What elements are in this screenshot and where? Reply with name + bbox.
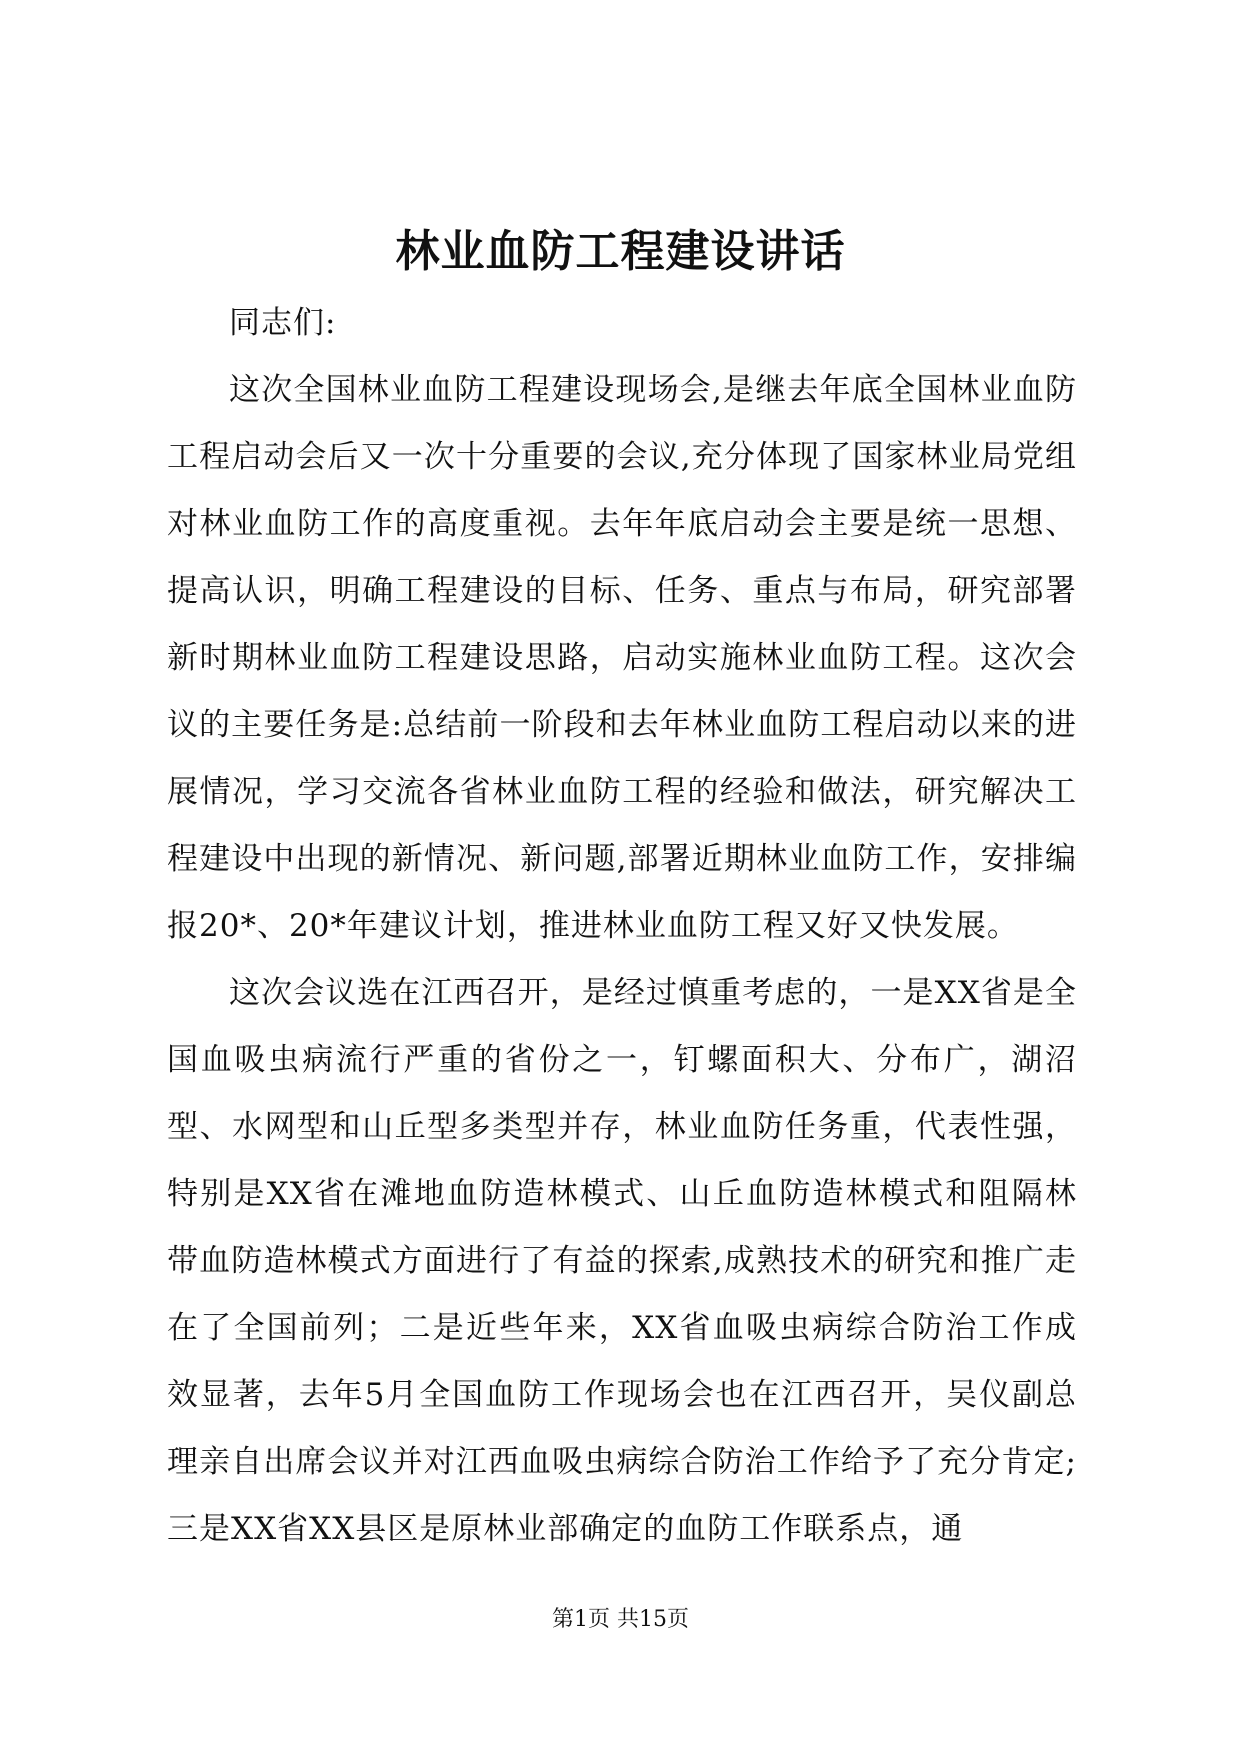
paragraph: 这次会议选在江西召开，是经过慎重考虑的，一是XX省是全国血吸虫病流行严重的省份之一，钉螺面积大、分布广，湖沼型、水网型和山丘型多类型并存，林业血防任务重，代表性强，特别是XX省在滩地血防造林模式、山丘血防造林模式和阻隔林带血防造林模式方面进行了有益的探索,成熟技术的研究和推广走在了全国前列；二是近些年来，XX省血吸虫病综合防治工作成效显著，去年5月全国血防工作现场会也在江西召开，吴仪副总理亲自出席会议并对江西血吸虫病综合防治工作给予了充分肯定;三是XX省XX县区是原林业部确定的血防工作联系点，通 <box>167 975 1077 1547</box>
page-number-footer: 第1页 共15页 <box>552 1607 689 1632</box>
document-body <box>167 290 1077 1563</box>
salutation: 同志们: <box>229 305 337 341</box>
document-title: 林业血防工程建设讲话 <box>395 226 846 277</box>
paragraph: 这次全国林业血防工程建设现场会,是继去年底全国林业血防工程启动会后又一次十分重要的会议,充分体现了国家林业局党组对林业血防工作的高度重视。去年年底启动会主要是统一思想、提高认识，明确工程建设的目标、任务、重点与布局，研究部署新时期林业血防工程建设思路，启动实施林业血防工程。这次会议的主要任务是:总结前一阶段和去年林业血防工程启动以来的进展情况，学习交流各省林业血防工程的经验和做法，研究解决工程建设中出现的新情况、新问题,部署近期林业血防工作，安排编报20*、20*年建议计划，推进林业血防工程又好又快发展。 <box>167 372 1077 944</box>
